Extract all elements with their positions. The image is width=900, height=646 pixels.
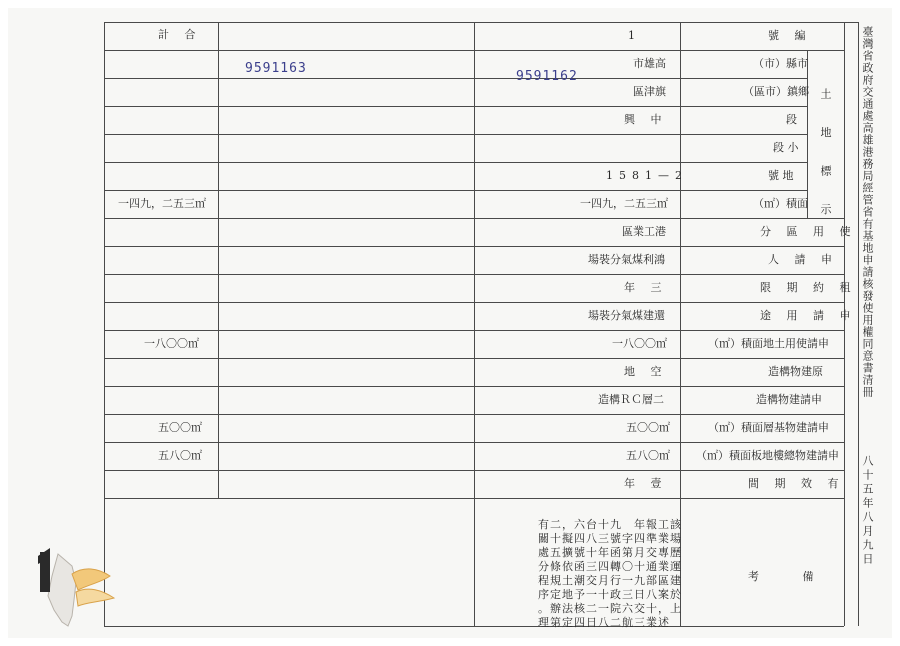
value-floor-area: 五八〇㎡ xyxy=(626,449,670,462)
left-land-use-area: 一八〇〇㎡ xyxy=(144,337,199,350)
label-number: 號 編 xyxy=(768,29,812,42)
value-purpose: 場裝分氣煤建還 xyxy=(588,309,665,322)
label-building-area: （㎡）積面層基物建請申 xyxy=(708,421,829,434)
left-stamp-number: 9591163 xyxy=(245,61,307,76)
value-lease-term: 年 三 xyxy=(624,281,668,294)
remarks-line-1: 有二，六台十九 年報工該 xyxy=(538,518,682,531)
remarks-line-5: 程規土潮交月行一九部區建 xyxy=(538,574,682,587)
value-township: 區津旗 xyxy=(633,85,666,98)
remarks-line-6: 序定地予一十政三日八案於 xyxy=(538,588,682,601)
value-land-use-area: 一八〇〇㎡ xyxy=(612,337,667,350)
value-building-area: 五〇〇㎡ xyxy=(626,421,670,434)
label-area: （㎡）積面 xyxy=(753,197,808,210)
document-title: 臺灣省政府交通處高雄港務局經管省有基地申請核發使用權同意書清冊 xyxy=(861,26,874,398)
value-validity: 年 壹 xyxy=(624,477,668,490)
rule-row-5 xyxy=(104,162,807,163)
right-stamp-number: 9591162 xyxy=(516,69,578,84)
rule-title-edge xyxy=(858,22,859,626)
rule-row-4 xyxy=(104,134,807,135)
value-applicant: 場裝分氣煤利鴻 xyxy=(588,253,665,266)
label-floor-area: （㎡）積面板地樓總物建請申 xyxy=(696,449,839,462)
value-area: 一四九，二五三㎡ xyxy=(580,197,668,210)
label-township: （區市）鎮鄉 xyxy=(743,85,809,98)
value-section: 興 中 xyxy=(624,113,668,126)
remarks-line-3: 處五擴號十年函第月交專歷 xyxy=(538,546,682,559)
label-zoning: 分 區 用 使 xyxy=(760,225,857,238)
label-purpose: 途 用 請 申 xyxy=(760,309,857,322)
label-existing-building: 造構物建原 xyxy=(768,365,823,378)
label-lease-term: 限 期 約 租 xyxy=(760,281,857,294)
remarks-line-7: 。辦法核二一院六交十，上 xyxy=(538,602,682,615)
value-number: 1 xyxy=(628,29,635,42)
value-existing-building: 地 空 xyxy=(624,365,668,378)
label-lot: 號 地 xyxy=(768,169,794,182)
rule-bottom xyxy=(104,626,844,627)
rule-land-col xyxy=(807,50,808,218)
label-land-description: 土 地 標 示 xyxy=(819,88,832,227)
label-subsection: 段 小 xyxy=(773,141,799,154)
rule-left-col xyxy=(218,22,219,498)
remarks-line-2: 關十擬四八三號字四準業場 xyxy=(538,532,682,545)
left-area-total: 一四九，二五三㎡ xyxy=(118,197,206,210)
label-section: 段 xyxy=(786,113,797,126)
rule-center-fold xyxy=(474,22,475,626)
value-county: 市雄高 xyxy=(633,57,666,70)
rule-row-3 xyxy=(104,106,807,107)
label-county: （市）縣市 xyxy=(753,57,808,70)
taiwan-map-logo-icon xyxy=(28,546,124,630)
rule-left-edge xyxy=(104,22,105,626)
left-header: 計 合 xyxy=(158,28,202,41)
rule-row-2 xyxy=(104,78,807,79)
remarks-line-4: 分條依函三四轉〇十通業運 xyxy=(538,560,682,573)
label-remarks: 考 備 xyxy=(748,570,834,583)
remarks-line-8: 理第定四日八二航三業述 xyxy=(538,616,670,629)
rule-row-6 xyxy=(104,190,807,191)
document-date: 八十五年八月九日 xyxy=(861,455,874,567)
value-lot: 1581—2 xyxy=(606,169,688,182)
left-floor-area: 五八〇㎡ xyxy=(158,449,202,462)
label-validity: 間 期 效 有 xyxy=(748,477,845,490)
left-building-area: 五〇〇㎡ xyxy=(158,421,202,434)
value-zoning: 區業工港 xyxy=(622,225,666,238)
document-page xyxy=(8,8,892,638)
remarks-note xyxy=(538,518,690,630)
value-applied-building: 造構ＲＣ層二 xyxy=(598,393,664,406)
rule-right-edge xyxy=(844,22,845,626)
label-land-use-area: （㎡）積面地土用使請申 xyxy=(708,337,829,350)
label-applied-building: 造構物建請申 xyxy=(756,393,822,406)
label-applicant: 人 請 申 xyxy=(768,253,838,266)
